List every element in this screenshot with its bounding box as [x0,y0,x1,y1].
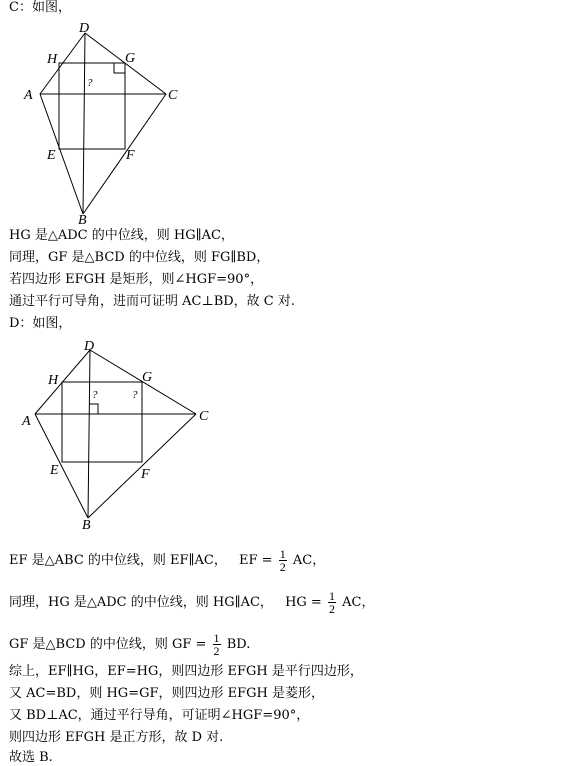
part-d-line-2 [9,590,374,615]
line1-post: AC， [292,553,326,568]
label-f: F [126,148,135,163]
part-c-line-4: 通过平行可导角，进而可证明 AC⊥BD，故 C 对. [9,294,296,309]
line2-post: AC， [342,595,375,610]
label-h: H [48,373,59,388]
figure-c [20,18,190,228]
part-d-header: D：如图， [9,316,72,331]
diagonal-bd [83,33,85,214]
label-b: B [82,518,91,533]
line3-text: GF 是△BCD 的中位线，则 GF = [9,637,207,652]
label-g: G [142,370,153,385]
label-e: E [47,148,56,163]
question-mark-2: ? [132,389,138,401]
line1-text: EF 是△ABC 的中位线，则 EF∥AC， [9,553,227,568]
label-e: E [50,463,59,478]
label-a: A [22,414,31,429]
part-c-header: C：如图， [9,0,71,15]
right-angle-mark [89,404,98,414]
right-angle-mark [114,63,125,73]
fraction-half-2: $\frac{1}{2}$ [328,589,335,616]
part-d-line-6: 又 BD⊥AC，通过平行导角，可证明∠HGF=90°， [9,708,310,723]
quad-efgh [62,382,142,462]
label-c: C [199,409,209,424]
part-d-line-5: 又 AC=BD，则 HG=GF，则四边形 EFGH 是菱形， [9,686,324,701]
part-d-line-7: 则四边形 EFGH 是正方形，故 D 对. [9,730,224,745]
label-d: D [79,21,90,36]
question-mark: ? [87,77,93,89]
part-d-line-3 [9,632,250,657]
label-d: D [84,339,95,354]
label-c: C [168,88,178,103]
line1-eq: EF = [239,553,273,568]
diagonal-bd [88,350,90,518]
figure-d [18,334,228,534]
question-mark-1: ? [92,389,98,401]
line2-eq: HG = [285,595,322,610]
final-answer: 故选 B. [9,750,53,765]
label-a: A [24,88,33,103]
fraction-half-3: $\frac{1}{2}$ [213,631,220,658]
label-h: H [47,52,58,67]
label-f: F [141,467,150,482]
part-d-line-4: 综上，EF∥HG，EF=HG，则四边形 EFGH 是平行四边形， [9,664,363,679]
part-c-line-2: 同理，GF 是△BCD 的中位线，则 FG∥BD， [9,250,270,265]
label-g: G [125,51,136,66]
part-d-line-1 [9,548,325,573]
label-b: B [78,213,87,228]
quad-efgh [59,63,125,149]
part-c-line-3: 若四边形 EFGH 是矩形，则∠HGF=90°， [9,272,264,287]
line3-post: BD. [226,637,251,652]
fraction-half-1: $\frac{1}{2}$ [279,547,286,574]
part-c-line-1: HG 是△ADC 的中位线，则 HG∥AC， [9,228,234,243]
line2-text: 同理，HG 是△ADC 的中位线，则 HG∥AC， [9,595,273,610]
